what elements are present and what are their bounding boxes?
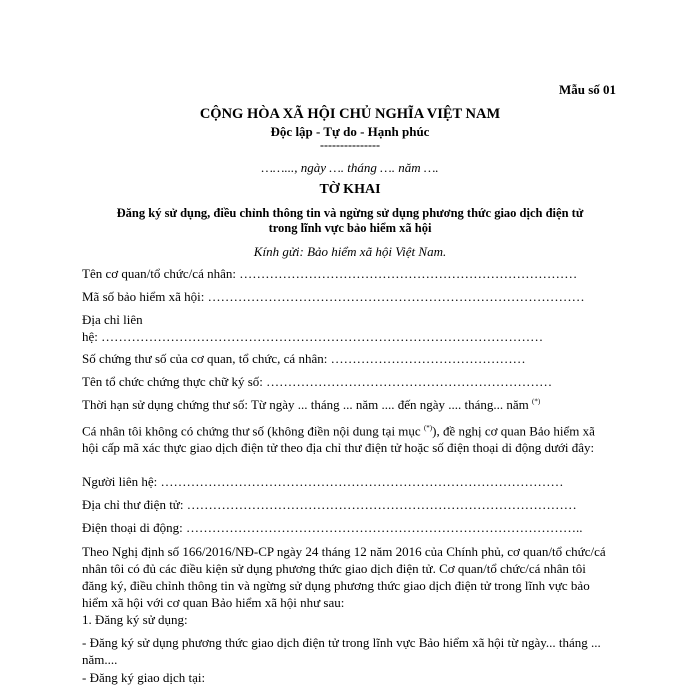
- section1-heading: 1. Đăng ký sử dụng:: [82, 612, 188, 627]
- cert-validity-mark: (*): [532, 397, 541, 406]
- recipient-line: Kính gửi: Bảo hiểm xã hội Việt Nam.: [253, 244, 447, 259]
- no-cert-text-b: ), đề nghị cơ quan Bảo hiểm xã hội cấp mã xác thực giao dịch điện tử theo địa chỉ thư điện tử hoặc số điện thoại di động dưới đây:: [82, 423, 595, 456]
- cert-validity-text: Thời hạn sử dụng chứng thư số: Từ ngày ... tháng ... năm .... đến ngày .... tháng... năm: [82, 397, 533, 412]
- no-cert-text-a: Cá nhân tôi không có chứng thư số (không điền nội dung tại mục: [82, 423, 424, 439]
- field-org-name: Tên cơ quan/tổ chức/cá nhân: ……………………………………………………………………: [82, 266, 578, 281]
- field-email: Địa chỉ thư điện tử: ………………………………………………………………………………: [82, 497, 577, 512]
- field-address-dots: hệ: …………………………………………………………………………………………: [82, 329, 544, 344]
- document-subtitle: [0, 206, 700, 236]
- field-phone: Điện thoại di động: ………………………………………………………………………………..: [82, 520, 583, 535]
- separator: ---------------: [320, 138, 380, 152]
- section1-item2: - Đăng ký giao dịch tại:: [82, 670, 206, 685]
- motto: Độc lập - Tự do - Hạnh phúc: [270, 124, 430, 139]
- form-number: Mẫu số 01: [558, 82, 616, 97]
- nation-heading: CỘNG HÒA XÃ HỘI CHỦ NGHĨA VIỆT NAM: [199, 106, 501, 122]
- no-cert-mark: (*): [423, 424, 433, 432]
- field-address-label: Địa chỉ liên: [82, 312, 143, 327]
- subtitle-line-1: Đăng ký sử dụng, điều chỉnh thông tin và ngừng sử dụng phương thức giao dịch điện tử: [116, 206, 584, 220]
- field-cert-org: Tên tổ chức chứng thực chữ ký số: …………………………………………………………: [82, 374, 553, 389]
- document-title: TỜ KHAI: [319, 182, 381, 197]
- decree-paragraph: Theo Nghị định số 166/2016/NĐ-CP ngày 24 tháng 12 năm 2016 của Chính phủ, cơ quan/tổ chức/cá nhân tôi có đủ các điều kiện sử dụng phương thức giao dịch điện tử. Cơ quan/tổ chức/cá nhân tôi đăng ký, điều chỉnh thông tin và ngừng sử dụng phương thức giao dịch điện tử trong lĩnh vực bảo hiểm xã hội với cơ quan Bảo hiểm xã hội như sau:: [82, 544, 606, 610]
- field-insurance-code: Mã số bảo hiểm xã hội: ……………………………………………………………………………: [82, 289, 585, 304]
- field-cert-validity: [82, 397, 622, 413]
- field-contact-person: Người liên hệ: …………………………………………………………………………………: [82, 474, 564, 489]
- subtitle-line-2: trong lĩnh vực bảo hiểm xã hội: [268, 221, 432, 235]
- field-cert-number: Số chứng thư số của cơ quan, tổ chức, cá nhân: ………………………………………: [82, 351, 526, 366]
- no-cert-paragraph: [82, 420, 612, 456]
- section1-item1: - Đăng ký sử dụng phương thức giao dịch điện tử trong lĩnh vực Bảo hiểm xã hội từ ngày... tháng ... năm....: [82, 635, 601, 667]
- dateline: ……..., ngày …. tháng …. năm ….: [261, 160, 439, 175]
